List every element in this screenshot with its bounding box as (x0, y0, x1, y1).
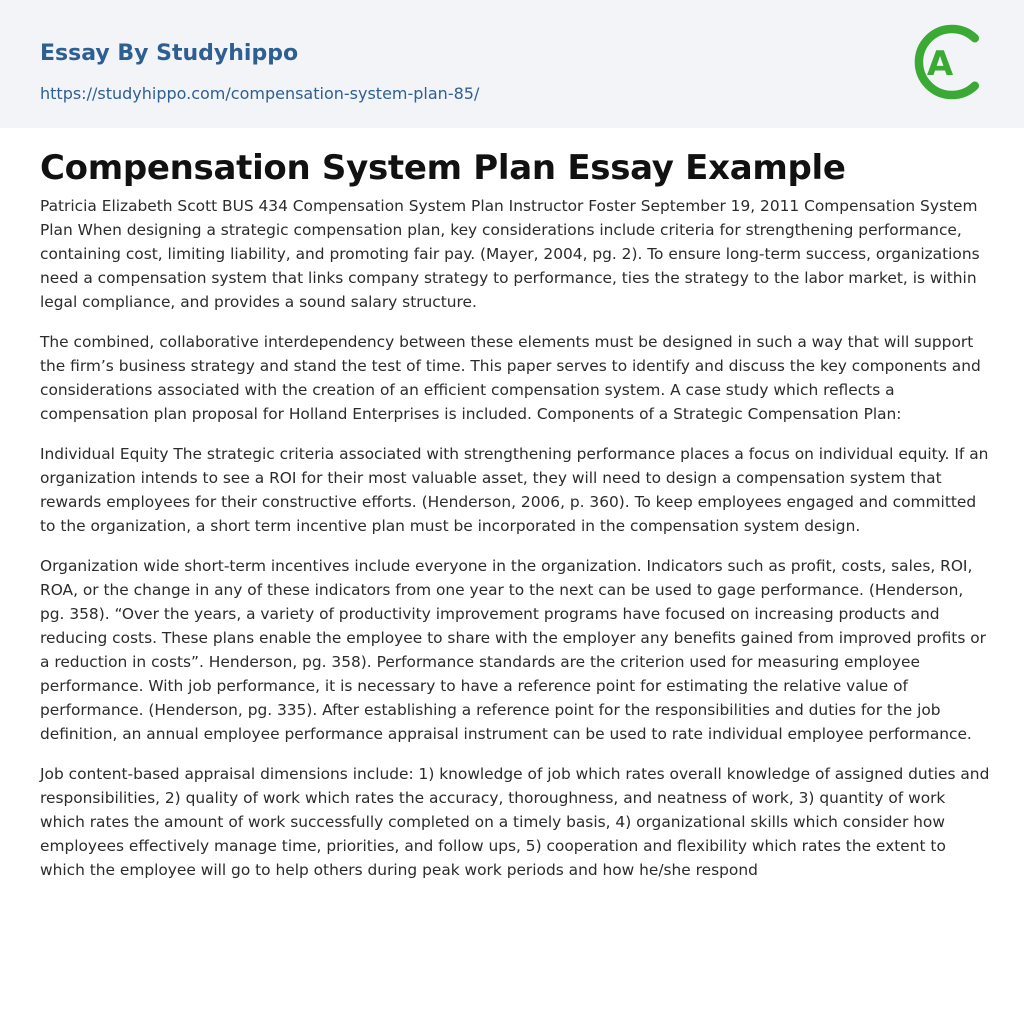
article-paragraph-2: The combined, collaborative interdependency between these elements must be designed in such a way that will support the firm’s business strategy and stand the test of time. This paper serves to identify and discuss the key components and considerations associated with the creation of an efficient compensation system. A case study which reflects a compensation plan proposal for Holland Enterprises is included. Components of a Strategic Compensation Plan: (40, 333, 981, 423)
article-paragraph-1: Patricia Elizabeth Scott BUS 434 Compensation System Plan Instructor Foster September 19, 2011 Compensation System Plan When designing a strategic compensation plan, key considerations include criteria for strengthening performance, containing cost, limiting liability, and promoting fair pay. (Mayer, 2004, pg. 2). To ensure long-term success, organizations need a compensation system that links company strategy to performance, ties the strategy to the labor market, is within legal compliance, and provides a sound salary structure. (40, 197, 980, 311)
article-paragraph-4: Organization wide short-term incentives include everyone in the organization. Indicators such as profit, costs, sales, ROI, ROA, or the change in any of these indicators from one year to the next can be used to gage performance. (Henderson, pg. 358). “Over the years, a variety of productivity improvement programs have focused on increasing products and reducing costs. These plans enable the employee to share with the employer any benefits gained from improved profits or a reduction in costs”. Henderson, pg. 358). Performance standards are the criterion used for measuring employee performance. With job performance, it is necessary to have a reference point for estimating the relative value of performance. (Henderson, pg. 335). After establishing a reference point for the responsibilities and duties for the job definition, an annual employee performance appraisal instrument can be used to rate individual employee performance. (40, 557, 986, 743)
article-paragraph-5: Job content-based appraisal dimensions include: 1) knowledge of job which rates overall knowledge of assigned duties and responsibilities, 2) quality of work which rates the accuracy, thoroughness, and neatness of work, 3) quantity of work which rates the amount of work successfully completed on a timely basis, 4) organizational skills which consider how employees effectively manage time, priorities, and follow ups, 5) cooperation and flexibility which rates the extent to which the employee will go to help others during peak work periods and how he/she respond (40, 765, 990, 879)
article-paragraph-3: Individual Equity The strategic criteria associated with strengthening performance places a focus on individual equity. If an organization intends to see a ROI for their most valuable asset, they will need to design a compensation system that rewards employees for their constructive efforts. (Henderson, 2006, p. 360). To keep employees engaged and committed to the organization, a short term incentive plan must be incorporated in the compensation system design. (40, 445, 989, 535)
logo-letter: A (926, 44, 954, 84)
article-title: Compensation System Plan Essay Example (40, 148, 846, 188)
studyhippo-logo-icon[interactable] (910, 18, 990, 106)
source-url-link[interactable]: https://studyhippo.com/compensation-system-plan-85/ (40, 84, 480, 103)
article-content (40, 146, 990, 898)
page-header (0, 0, 1024, 128)
site-name: Essay By Studyhippo (40, 41, 299, 66)
